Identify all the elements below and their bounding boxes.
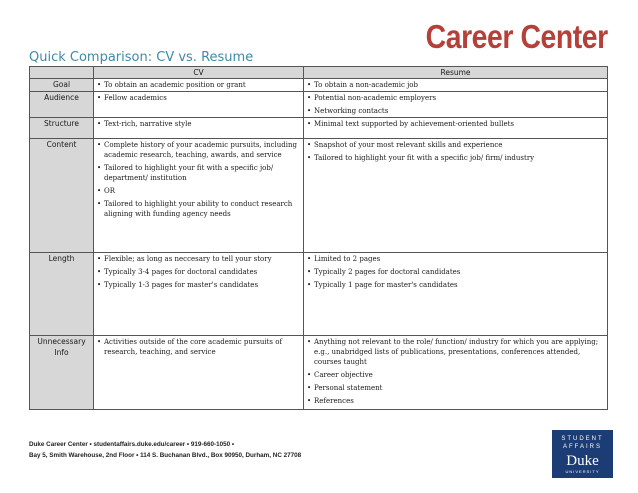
- footer-contact: [29, 439, 301, 461]
- page-subtitle: Quick Comparison: CV vs. Resume: [29, 50, 254, 65]
- cv-bullet-list: [96, 140, 303, 219]
- bullet-item: • Fellow academics: [96, 93, 303, 103]
- bullet-item: • Potential non-academic employers: [306, 93, 607, 103]
- logo-line-4: UNIVERSITY: [565, 469, 600, 474]
- resume-bullet-list: [306, 119, 607, 129]
- row-label: Structure: [30, 118, 94, 139]
- bullet-item: • Tailored to highlight your fit with a specific job/ firm/ industry: [306, 153, 607, 163]
- bullet-item: • Typically 2 pages for doctoral candidates: [306, 267, 607, 277]
- footer-line-1: Duke Career Center • studentaffairs.duke.edu/career • 919-660-1050 •: [29, 441, 235, 448]
- bullet-item: • To obtain a non-academic job: [306, 80, 607, 90]
- bullet-item: • Networking contacts: [306, 106, 607, 116]
- resume-bullet-list: [306, 254, 607, 290]
- bullet-item: • Complete history of your academic pursuits, including academic research, teaching, awards, and service: [96, 140, 303, 160]
- duke-student-affairs-logo: [552, 430, 613, 478]
- table-row: [30, 79, 608, 92]
- bullet-item: • Typically 1 page for master's candidates: [306, 280, 607, 290]
- column-header-cv: CV: [94, 67, 304, 79]
- column-header-resume: Resume: [304, 67, 608, 79]
- logo-line-2: AFFAIRS: [562, 444, 602, 450]
- bullet-item: • Typically 3-4 pages for doctoral candidates: [96, 267, 303, 277]
- resume-cell: [304, 92, 608, 118]
- resume-cell: [304, 253, 608, 336]
- cv-bullet-list: [96, 254, 303, 290]
- cv-bullet-list: [96, 80, 303, 90]
- bullet-item: • Snapshot of your most relevant skills and experience: [306, 140, 607, 150]
- bullet-item: • Text-rich, narrative style: [96, 119, 303, 129]
- resume-bullet-list: [306, 80, 607, 90]
- bullet-item: • Anything not relevant to the role/ function/ industry for which you are applying; e.g., unabridged lists of publications, presentations, conferences attended, courses taught: [306, 337, 607, 367]
- table-row: [30, 139, 608, 253]
- table-row: [30, 118, 608, 139]
- row-label: Length: [30, 253, 94, 336]
- table-row: [30, 253, 608, 336]
- resume-bullet-list: [306, 337, 607, 406]
- bullet-item: • References: [306, 396, 607, 406]
- bullet-item: • Tailored to highlight your ability to conduct research aligning with funding agency needs: [96, 199, 303, 219]
- bullet-item: • Flexible; as long as neccesary to tell your story: [96, 254, 303, 264]
- cv-bullet-list: [96, 93, 303, 103]
- resume-bullet-list: [306, 140, 607, 163]
- cv-cell: [94, 336, 304, 410]
- resume-cell: [304, 139, 608, 253]
- row-label: Goal: [30, 79, 94, 92]
- bullet-item: • Career objective: [306, 370, 607, 380]
- bullet-item: • Personal statement: [306, 383, 607, 393]
- bullet-item: • Tailored to highlight your fit with a specific job/ department/ institution: [96, 163, 303, 183]
- logo-line-1: STUDENT: [561, 436, 604, 442]
- cv-cell: [94, 118, 304, 139]
- resume-bullet-list: [306, 93, 607, 116]
- resume-cell: [304, 79, 608, 92]
- bullet-item: • Typically 1-3 pages for master's candidates: [96, 280, 303, 290]
- comparison-table: [29, 66, 608, 410]
- bullet-item: • OR: [96, 186, 303, 196]
- brand-title: Career Center: [425, 18, 608, 55]
- logo-line-3: Duke: [566, 453, 599, 469]
- row-label: Audience: [30, 92, 94, 118]
- cv-cell: [94, 139, 304, 253]
- cv-bullet-list: [96, 119, 303, 129]
- column-header-blank: [30, 67, 94, 79]
- footer-line-2: Bay 5, Smith Warehouse, 2nd Floor • 114 S. Buchanan Blvd., Box 90950, Durham, NC 27708: [29, 452, 302, 459]
- bullet-item: • To obtain an academic position or grant: [96, 80, 303, 90]
- cv-cell: [94, 79, 304, 92]
- table-row: [30, 336, 608, 410]
- bullet-item: • Activities outside of the core academic pursuits of research, teaching, and service: [96, 337, 303, 357]
- resume-cell: [304, 118, 608, 139]
- table-header-row: [30, 67, 608, 79]
- resume-cell: [304, 336, 608, 410]
- cv-cell: [94, 92, 304, 118]
- table-row: [30, 92, 608, 118]
- cv-bullet-list: [96, 337, 303, 357]
- bullet-item: • Limited to 2 pages: [306, 254, 607, 264]
- row-label: Unnecessary Info: [30, 336, 94, 410]
- row-label: Content: [30, 139, 94, 253]
- cv-cell: [94, 253, 304, 336]
- bullet-item: • Minimal text supported by achievement-oriented bullets: [306, 119, 607, 129]
